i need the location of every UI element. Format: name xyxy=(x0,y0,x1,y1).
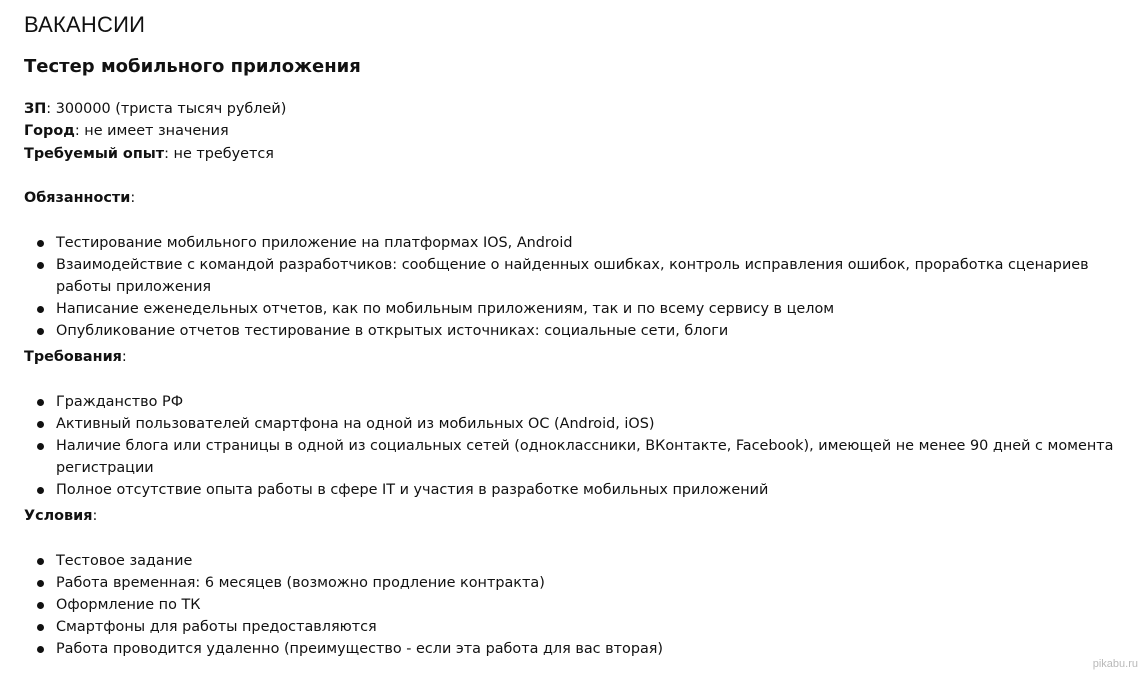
bullet-icon xyxy=(37,558,44,565)
vacancy-page xyxy=(24,10,1124,660)
bullet-icon xyxy=(37,328,44,335)
experience-row xyxy=(24,143,1124,165)
experience-label: Требуемый опыт xyxy=(24,145,165,162)
city-colon: : xyxy=(74,123,80,140)
list-item-text: Взаимодействие с командой разработчиков: сообщение о найденных ошибках, контроль исправления ошибок, проработка сценариев работы приложения xyxy=(56,256,1089,295)
list-item-text: Полное отсутствие опыта работы в сфере IT и участия в разработке мобильных приложений xyxy=(56,481,769,498)
requirements-list xyxy=(24,391,1124,501)
bullet-icon xyxy=(37,602,44,609)
requirements-heading xyxy=(24,346,1124,368)
requirements-heading-text: Требования xyxy=(24,348,122,365)
duties-list xyxy=(24,232,1124,342)
experience-colon: : xyxy=(164,145,169,162)
list-item-text: Оформление по ТК xyxy=(56,596,201,613)
experience-value: не требуется xyxy=(168,145,274,162)
bullet-icon xyxy=(37,421,44,428)
salary-row xyxy=(24,98,1124,120)
list-item xyxy=(24,254,1124,298)
salary-colon: : xyxy=(46,101,52,117)
bullet-icon xyxy=(37,443,44,450)
list-item-text: Работа проводится удаленно (преимущество - если эта работа для вас вторая) xyxy=(56,640,664,657)
list-item-text: Тестирование мобильного приложение на платформах IOS, Android xyxy=(56,234,573,251)
list-item-text: Опубликование отчетов тестирование в открытых источниках: социальные сети, блоги xyxy=(56,322,729,339)
list-item xyxy=(24,638,1124,660)
list-item-text: Наличие блога или страницы в одной из социальных сетей (одноклассники, ВКонтакте, Facebook), имеющей не менее 90 дней с момента регистрации xyxy=(56,437,1114,476)
list-item-text: Тестовое задание xyxy=(56,552,193,569)
list-item xyxy=(24,594,1124,616)
list-item-text: Гражданство РФ xyxy=(56,393,184,410)
bullet-icon xyxy=(37,646,44,653)
list-item-text: Активный пользователей смартфона на одной из мобильных ОС (Android, iOS) xyxy=(56,415,655,432)
salary-value: 300000 (триста тысяч рублей) xyxy=(51,101,287,117)
duties-heading-colon: : xyxy=(130,189,136,206)
conditions-heading-colon: : xyxy=(92,507,98,524)
conditions-list xyxy=(24,550,1124,660)
list-item xyxy=(24,435,1124,479)
conditions-heading-text: Условия xyxy=(24,507,93,524)
city-row xyxy=(24,120,1124,142)
list-item-text: Смартфоны для работы предоставляются xyxy=(56,618,377,635)
bullet-icon xyxy=(37,399,44,406)
bullet-icon xyxy=(37,262,44,269)
city-value: не имеет значения xyxy=(79,123,229,140)
requirements-heading-colon: : xyxy=(121,348,127,365)
bullet-icon xyxy=(37,624,44,631)
job-title: Тестер мобильного приложения xyxy=(24,56,361,77)
list-item xyxy=(24,413,1124,435)
bullet-icon xyxy=(37,487,44,494)
duties-heading xyxy=(24,187,1124,209)
bullet-icon xyxy=(37,580,44,587)
job-meta xyxy=(24,98,1124,165)
bullet-icon xyxy=(37,306,44,313)
duties-heading-text: Обязанности xyxy=(24,189,131,206)
list-item xyxy=(24,572,1124,594)
city-label: Город xyxy=(24,123,75,140)
list-item xyxy=(24,616,1124,638)
bullet-icon xyxy=(37,240,44,247)
list-item xyxy=(24,391,1124,413)
list-item-text: Работа временная: 6 месяцев (возможно продление контракта) xyxy=(56,574,545,591)
conditions-heading xyxy=(24,505,1124,527)
list-item xyxy=(24,320,1124,342)
list-item xyxy=(24,550,1124,572)
site-watermark: pikabu.ru xyxy=(1092,658,1138,670)
list-item-text: Написание еженедельных отчетов, как по мобильным приложениям, так и по всему сервису в целом xyxy=(56,300,835,317)
salary-label: ЗП xyxy=(24,101,47,117)
list-item xyxy=(24,298,1124,320)
section-title: ВАКАНСИИ xyxy=(24,12,146,37)
list-item xyxy=(24,232,1124,254)
list-item xyxy=(24,479,1124,501)
